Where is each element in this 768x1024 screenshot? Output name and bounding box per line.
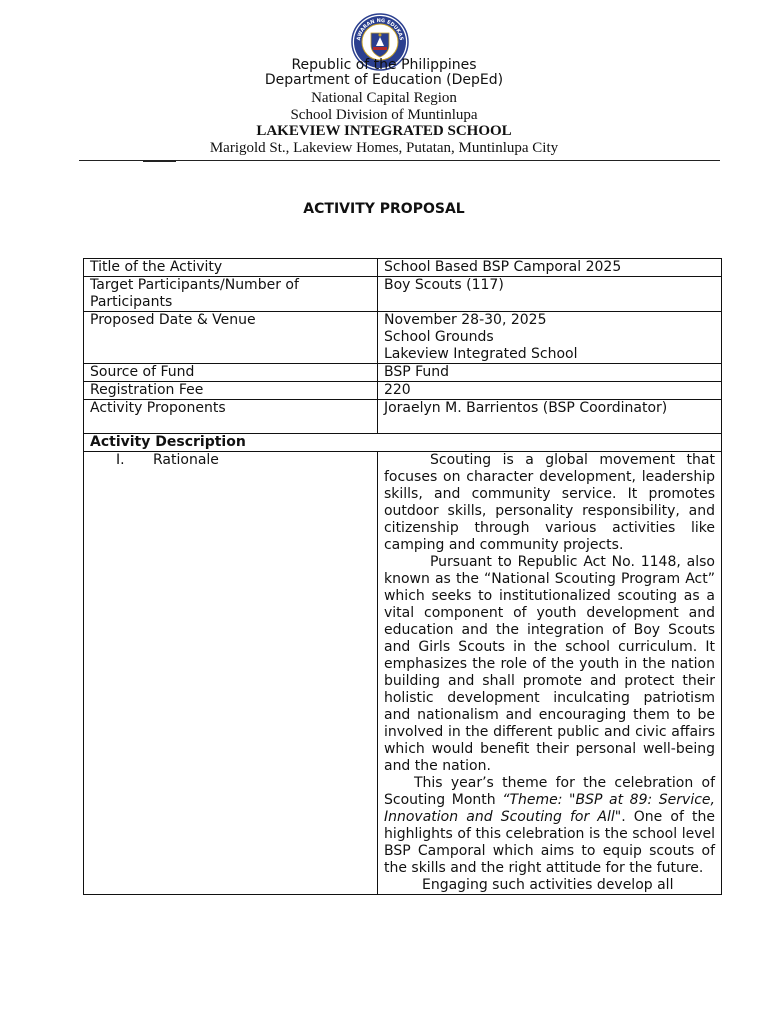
- row-value: 220: [377, 382, 721, 400]
- row-label: Activity Proponents: [84, 400, 378, 434]
- row-value: Joraelyn M. Barrientos (BSP Coordinator): [377, 400, 721, 434]
- row-label: Registration Fee: [84, 382, 378, 400]
- row-value: BSP Fund: [377, 364, 721, 382]
- header-country: Republic of the Philippines: [291, 57, 477, 73]
- table-row: [84, 400, 722, 434]
- rationale-paragraph: Engaging such activities develop all: [421, 877, 674, 893]
- header-department: Department of Education (DepEd): [264, 72, 504, 88]
- section-header-row: [84, 434, 722, 452]
- header-school-name: LAKEVIEW INTEGRATED SCHOOL: [256, 123, 512, 139]
- table-row: [84, 382, 722, 400]
- table-row: [84, 259, 722, 277]
- header-divider-accent: [143, 161, 176, 162]
- theme-outro: . One of the highlights of this celebration is the school level BSP Camporal which aims to equip scouts of the skills and the right attitude for the future.: [383, 809, 716, 876]
- table-row: [84, 364, 722, 382]
- svg-text:KAGAWARAN NG EDUKASYON: AWARAN NG EDUKAS: [356, 17, 404, 41]
- header-division: School Division of Muntinlupa: [290, 107, 478, 123]
- row-label: Target Participants/Number of Participants: [84, 277, 378, 312]
- rationale-row: [84, 452, 722, 895]
- rationale-paragraph: Scouting is a global movement that focuses on character development, leadership skills, and community service. It promotes outdoor skills, personality responsibility, and citizenship through various activities like camping and community projects.: [383, 452, 715, 553]
- row-label: Proposed Date & Venue: [84, 312, 378, 364]
- section-heading: Activity Description: [84, 434, 722, 452]
- rationale-label-cell: [84, 452, 378, 895]
- row-value: [377, 312, 721, 364]
- rationale-paragraph: Pursuant to Republic Act No. 1148, also known as the “National Scouting Program Act” which seeks to institutionalized scouting as a vital component of youth development and education and the integration of Boy Scouts and Girls Scouts in the school curriculum. It emphasizes the role of the youth in the nation building and shall promote and protect their holistic development inculcating patriotism and nationalism and encouraging them to be involved in the different public and civic affairs which would benefit their personal well-being and the nation.: [383, 554, 715, 774]
- document-title: ACTIVITY PROPOSAL: [303, 201, 465, 217]
- theme-text: “Theme: "BSP at 89: Service, Innovation and Scouting for All": [383, 792, 715, 825]
- rationale-label: Rationale: [153, 452, 219, 468]
- rationale-body: [377, 452, 721, 895]
- row-label: Title of the Activity: [84, 259, 378, 277]
- row-value: Boy Scouts (117): [377, 277, 721, 312]
- row-label: Source of Fund: [84, 364, 378, 382]
- proposal-table: [83, 258, 722, 895]
- venue-school-value: Lakeview Integrated School: [383, 346, 578, 362]
- header-address: Marigold St., Lakeview Homes, Putatan, Muntinlupa City: [209, 140, 559, 156]
- header-region: National Capital Region: [311, 90, 457, 106]
- table-row: [84, 312, 722, 364]
- theme-intro: This year’s theme for the celebration of Scouting Month: [383, 775, 715, 808]
- row-value: School Based BSP Camporal 2025: [377, 259, 721, 277]
- venue-value: School Grounds: [383, 329, 494, 345]
- rationale-paragraph: [384, 775, 715, 877]
- date-value: November 28-30, 2025: [383, 312, 547, 328]
- table-row: [84, 277, 722, 312]
- rationale-number: I.: [116, 452, 125, 468]
